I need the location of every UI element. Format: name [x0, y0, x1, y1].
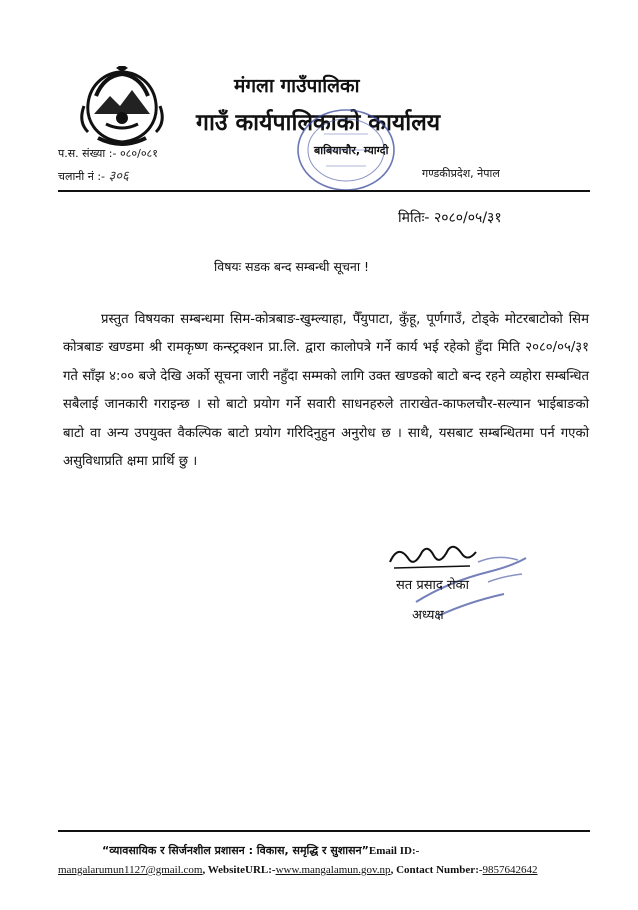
- office-name: गाउँ कार्यपालिकाको कार्यालय: [196, 110, 441, 136]
- nepal-emblem-logo: [76, 66, 168, 148]
- footer-contact[interactable]: 9857642642: [482, 864, 538, 876]
- footer-email[interactable]: mangalarumun1127@gmail.com: [58, 864, 203, 876]
- letter-date: [398, 208, 502, 227]
- date-label: मितिः-: [398, 210, 430, 226]
- footer-contact-label: , Contact Number:-: [390, 864, 483, 876]
- org-name: मंगला गाउँपालिका: [234, 75, 360, 97]
- patra-label: प.स. संख्या :-: [58, 147, 117, 160]
- subject-line: विषयः सडक बन्द सम्बन्धी सूचना !: [214, 259, 370, 274]
- chalani-value: ३०६: [108, 169, 129, 184]
- footer-divider: [58, 830, 590, 832]
- date-value: २०८०/०५/३१: [433, 210, 502, 226]
- header-divider: [58, 190, 590, 192]
- chalani-label: चलानी नं :-: [58, 170, 106, 183]
- office-province: गण्डकीप्रदेश, नेपाल: [422, 167, 500, 180]
- footer-slogan: “व्यावसायिक र सिर्जनशील प्रशासन : विकास, समृद्धि र सुशासन”: [102, 844, 369, 857]
- footer-email-label: Email ID:-: [368, 845, 420, 857]
- office-seal-stamp: [294, 104, 398, 196]
- footer-website[interactable]: www.mangalamun.gov.np: [275, 864, 391, 876]
- patra-value: ०८०/०८१: [119, 147, 158, 160]
- office-address: बाबियाचौर, म्याग्दी: [314, 144, 389, 157]
- footer-website-label: , WebsiteURL:-: [202, 864, 276, 876]
- footer-contact-row: [58, 864, 538, 876]
- patra-sankhya: [58, 146, 158, 161]
- signer-name: सत प्रसाद रोका: [396, 578, 469, 593]
- footer-slogan-row: [102, 843, 419, 858]
- signer-title: अध्यक्ष: [412, 608, 444, 623]
- chalani-number: [58, 166, 129, 184]
- letter-body: प्रस्तुत विषयका सम्बन्धमा सिम-कोत्रबाङ-खुम्ल्याहा, पैँयुपाटा, कुँहू, पूर्णगाउँ, टोड्के मोटरबाटोको सिम कोत्रबाङ खण्डमा श्री रामकृष्ण कन्स्ट्रक्शन प्रा.लि. द्वारा कालोपत्रे गर्ने कार्य भई रहेको हुँदा मिति २०८०/०५/३१ गते साँझ ४:०० बजे देखि अर्को सूचना जारी नहुँदा सम्मको लागि उक्त खण्डको बाटो बन्द रहने व्यहोरा सम्बन्धित सबैलाई जानकारी गराइन्छ । सो बाटो प्रयोग गर्ने सवारी साधनहरुले ताराखेत-काफलचौर-सल्यान भाईबाङको बाटो वा अन्य उपयुक्त वैकल्पिक बाटो प्रयोग गरिदिनुहुन अनुरोध छ । साथै, यसबाट सम्बन्धितमा पर्न गएको असुविधाप्रति क्षमा प्रार्थि छु ।: [63, 312, 589, 470]
